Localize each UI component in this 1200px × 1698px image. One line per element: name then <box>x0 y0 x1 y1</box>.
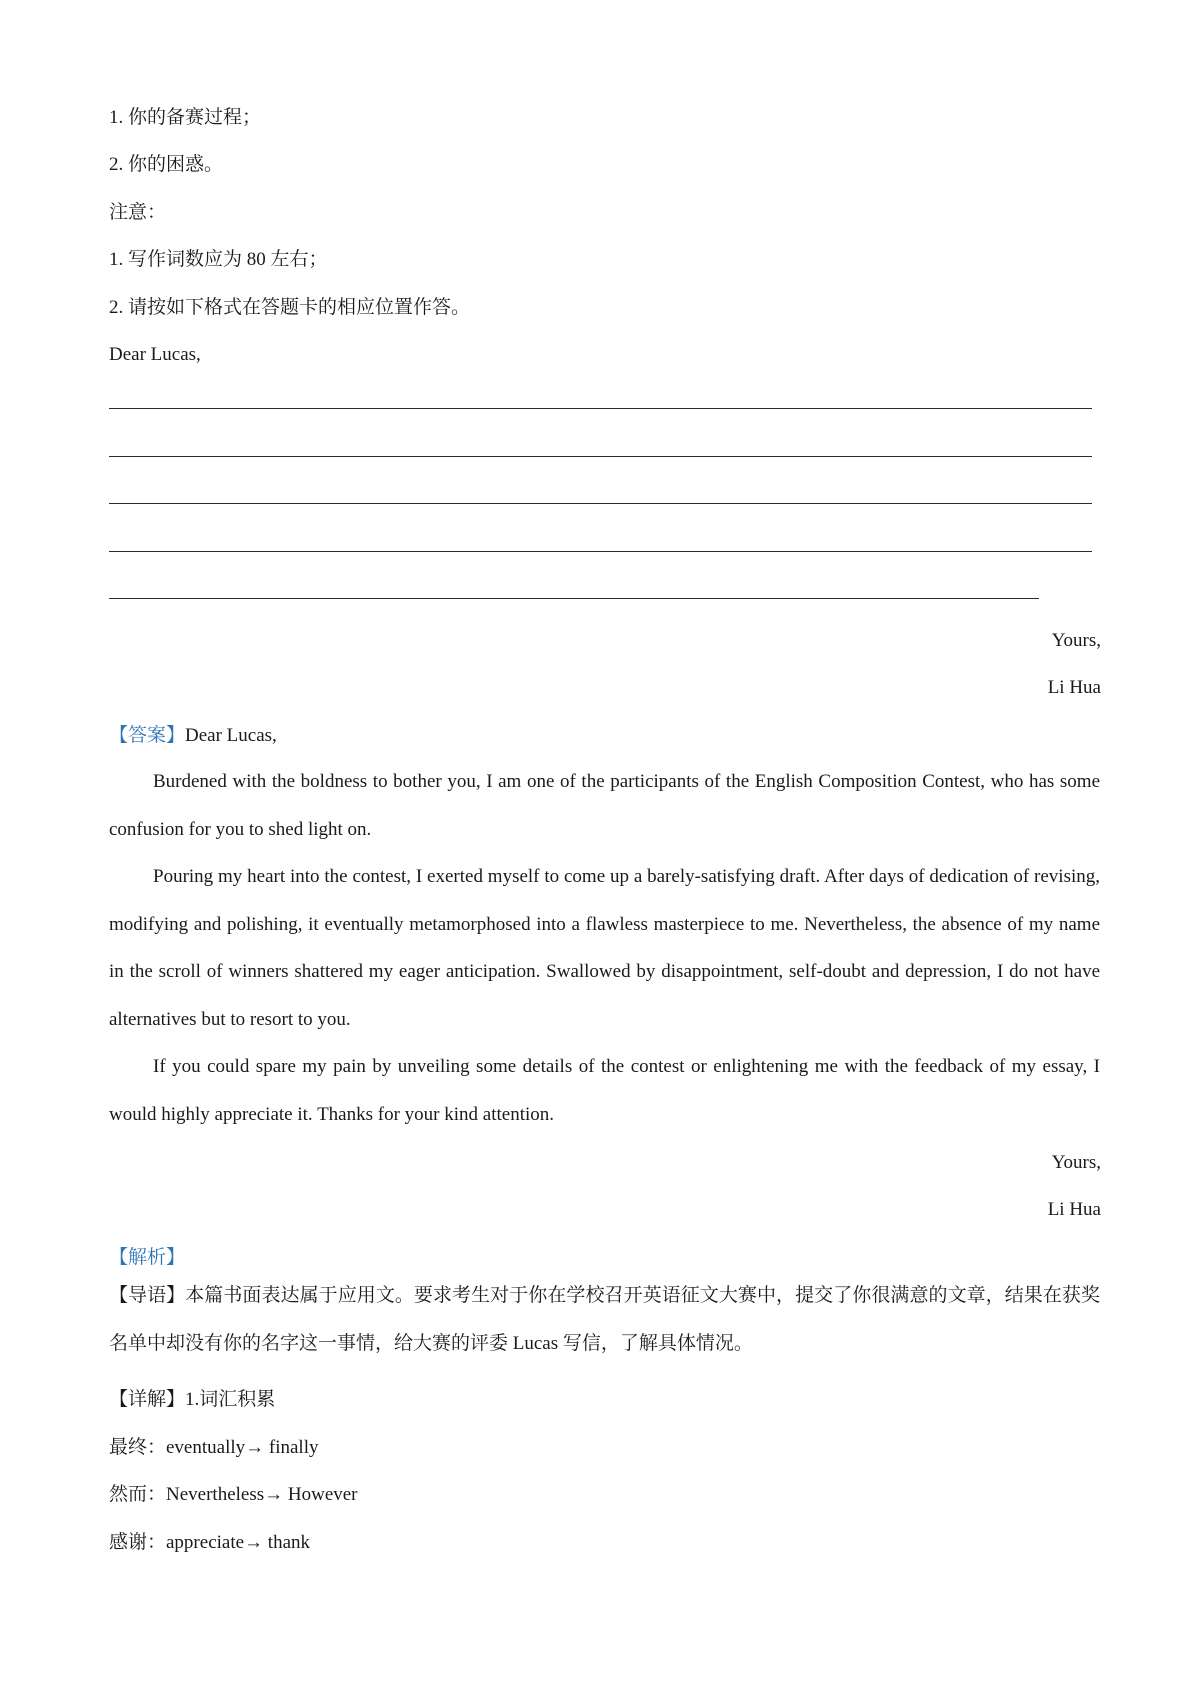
vocab-item: 最终：eventually→ finally <box>109 1437 319 1458</box>
answer-greeting: Dear Lucas, <box>185 725 277 746</box>
answer-signature: Li Hua <box>1047 1199 1101 1220</box>
analysis-guide <box>109 1272 1100 1367</box>
note-1: 1. 写作词数应为 80 左右； <box>109 249 328 270</box>
template-greeting: Dear Lucas, <box>109 344 201 365</box>
answer-blank-line <box>109 456 1092 457</box>
detail-heading <box>109 1390 275 1409</box>
answer-label: 【答案】 <box>109 725 186 746</box>
requirement-1: 1. 你的备赛过程； <box>109 107 262 128</box>
answer-paragraph-3 <box>109 1043 1100 1138</box>
answer-closing: Yours, <box>1051 1152 1101 1173</box>
answer-paragraph-text: Burdened with the boldness to bother you, I am one of the participants of the English Composition Contest, who has some confusion for you to shed light on. <box>109 771 1100 840</box>
vocab-item: 然而：Nevertheless→ However <box>109 1484 358 1505</box>
template-closing: Yours, <box>1051 630 1101 651</box>
analysis-label: 【解析】 <box>109 1247 186 1268</box>
requirement-2: 2. 你的困惑。 <box>109 154 224 175</box>
answer-blank-line <box>109 551 1092 552</box>
answer-blank-line <box>109 503 1092 504</box>
note-2: 2. 请按如下格式在答题卡的相应位置作答。 <box>109 297 471 318</box>
template-signature: Li Hua <box>1047 677 1101 698</box>
guide-label: 【导语】 <box>109 1285 186 1306</box>
detail-title: 1.词汇积累 <box>185 1389 276 1410</box>
answer-heading <box>109 726 277 745</box>
answer-paragraph-text: If you could spare my pain by unveiling some details of the contest or enlightening me with the feedback of my essay, I would highly appreciate it. Thanks for your kind attention. <box>109 1056 1100 1125</box>
guide-text: 本篇书面表达属于应用文。要求考生对于你在学校召开英语征文大赛中，提交了你很满意的文章，结果在获奖名单中却没有你的名字这一事情，给大赛的评委 Lucas 写信，了解具体情况。 <box>109 1285 1100 1354</box>
answer-paragraph-text: Pouring my heart into the contest, I exerted myself to come up a barely-satisfying draft. After days of dedication of revising, modifying and polishing, it eventually metamorphosed into a flawless masterpiece to me. Nevertheless, the absence of my name in the scroll of winners shattered my eager anticipation. Swallowed by disappointment, self-doubt and depression, I do not have alternatives but to resort to you. <box>109 866 1100 1030</box>
answer-blank-line <box>109 598 1039 599</box>
detail-label: 【详解】 <box>109 1389 186 1410</box>
vocab-item: 感谢：appreciate→ thank <box>109 1532 311 1553</box>
answer-paragraph-1 <box>109 758 1100 853</box>
answer-paragraph-2 <box>109 853 1100 1043</box>
answer-blank-line <box>109 408 1092 409</box>
notes-heading: 注意： <box>109 202 167 223</box>
